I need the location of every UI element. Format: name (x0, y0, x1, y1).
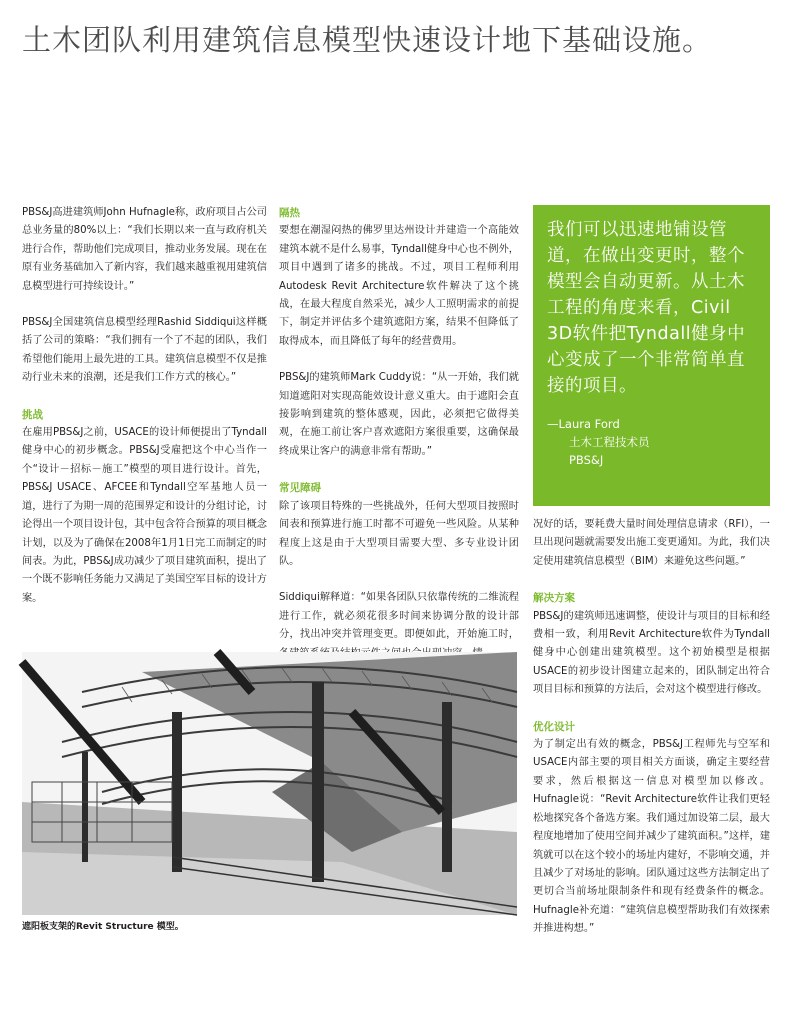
quote-attribution (547, 415, 758, 469)
section-heading-challenge: 挑战 (22, 408, 43, 421)
paragraph: 况好的话，要耗费大量时间处理信息请求（RFI），一旦出现问题就需要发出施工变更通知。为此，我们决定使用建筑信息模型（BIM）来避免这些问题。” (533, 519, 770, 567)
paragraph: 要想在潮湿闷热的佛罗里达州设计并建造一个高能效建筑本就不是什么易事，Tyndall健身中心也不例外，项目中遇到了诸多的挑战。不过，项目工程师利用Autodesk Revit Architecture软件解决了这个挑战，在最大程度自然采光，减少人工照明需求的前提下，制定并评估多个建筑遮阳方案，结果不但降低了取得成本，而且降低了每年的经营费用。 (279, 225, 519, 347)
paragraph: 在雇用PBS&J之前，USACE的设计师便提出了Tyndall健身中心的初步概念。PBS&J受雇把这个中心当作一个“设计－招标－施工”模型的项目进行设计。首先，PBS&J USACE、AFCEE和Tyndall空军基地人员一道，进行了为期一周的范围界定和设计的分组讨论，讨论得出一个项目设计包，其中包含符合预算的项目概念计划，以及为了确保在2008年1月1日完工而制定的时间表。为此，PBS&J成功减少了项目建筑面积，提出了一个既不影响任务能力又满足了美国空军目标的设计方案。 (22, 427, 267, 604)
quote-company: PBS&J (569, 453, 604, 467)
section-heading-obstacles: 常见障碍 (279, 482, 321, 495)
paragraph: 为了制定出有效的概念，PBS&J工程师先与空军和USACE内部主要的项目相关方面谈，确定主要经营要求，然后根据这一信息对模型加以修改。Hufnagle说：“Revit Architecture软件让我们更轻松地探究各个备选方案。我们通过加设第二层，最大程度地增加了使用空间并减少了建筑面积。”这样，建筑就可以在这个较小的场址内建好，不影响交通，并且减少了对场址的影响。团队通过这些方法制定出了更切合当前场址限制条件和现有经费条件的概念。Hufnagle补充道：“建筑信息模型帮助我们有效探索并推进构想。” (533, 739, 770, 935)
paragraph: PBS&J全国建筑信息模型经理Rashid Siddiqui这样概括了公司的策略：“我们拥有一个了不起的团队，我们希望他们能用上最先进的工具。建筑信息模型不仅是推动行业未来的浪潮，还是我们工作方式的核心。” (22, 317, 267, 384)
column-right (533, 516, 770, 957)
quote-role: 土木工程技术员 (569, 435, 650, 449)
section-heading-insulation: 隔热 (279, 207, 300, 219)
column-left (22, 204, 267, 626)
section-heading-solution: 解决方案 (533, 592, 575, 605)
paragraph: PBS&J的建筑师Mark Cuddy说：“从一开始，我们就知道遮阳对实现高能效设计意义重大。由于遮阳会直接影响到建筑的整体感观，因此，必须把它做得美观，在施工前让客户喜欢遮阳方案很重要，这确保最终成果让客户的满意非常有帮助。” (279, 372, 519, 457)
page-title: 土木团队利用建筑信息模型快速设计地下基础设施。 (22, 23, 713, 57)
figure-caption: 遮阳板支架的Revit Structure 模型。 (22, 922, 184, 932)
pull-quote-text: 我们可以迅速地铺设管道，在做出变更时，整个模型会自动更新。从土木工程的角度来看，Civil 3D软件把Tyndall健身中心变成了一个非常简单直接的项目。 (547, 220, 746, 396)
pull-quote-box (533, 205, 770, 506)
paragraph: Siddiqui解释道：“如果各团队只依靠传统的二维流程进行工作，就必须花很多时间来协调分散的设计部分，找出冲突并管理变更。即便如此，开始施工时， (279, 592, 519, 641)
paragraph: PBS&J的建筑师迅速调整，使设计与项目的目标和经费相一致，利用Revit Architecture软件为Tyndall健身中心创建出建筑模型。这个初始模型是根据USACE的初步设计图建立起来的，团队制定出符合项目目标和预算的方法后，会对这个模型进行修改。 (533, 610, 770, 696)
paragraph: 除了该项目特殊的一些挑战外，任何大型项目按照时间表和预算进行施工时都不可避免一些风险。从某种程度上这是由于大型项目需要大型、多专业设计团队。 (279, 500, 519, 567)
paragraph: PBS&J高进建筑师John Hufnagle称，政府项目占公司总业务量的80%以上：“我们长期以来一直与政府机关进行合作，帮助他们完成项目，推动业务发展。现在在原有业务基础加入了新内容，我们越来越重视用建筑信息模型进行可持续设计。” (22, 207, 267, 292)
section-heading-optimize: 优化设计 (533, 720, 575, 733)
column-middle (279, 204, 519, 641)
quote-author: —Laura Ford (547, 417, 620, 431)
revit-structure-figure (22, 652, 517, 915)
